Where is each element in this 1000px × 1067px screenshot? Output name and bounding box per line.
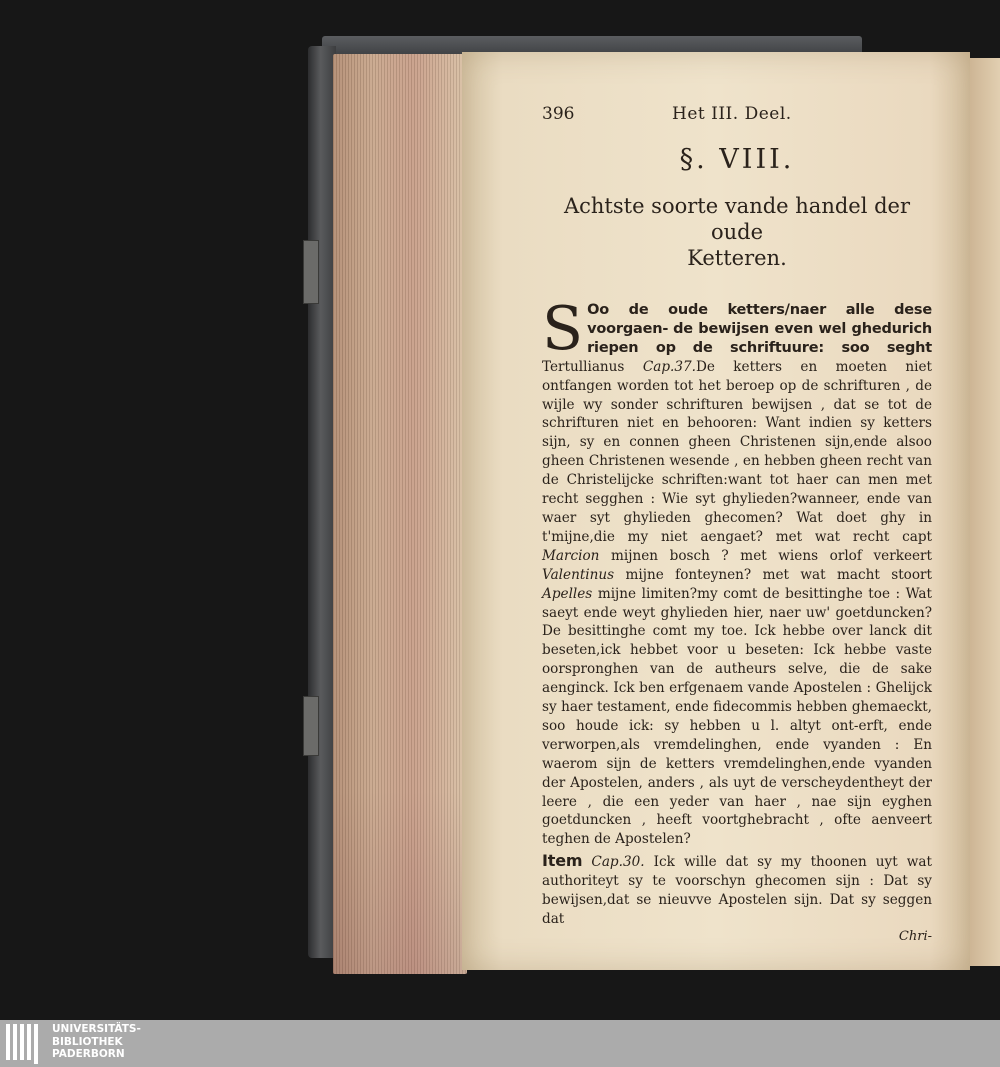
book-page bbox=[462, 52, 970, 970]
running-head bbox=[542, 104, 932, 130]
library-logo-icon bbox=[6, 1024, 44, 1062]
logo-line: BIBLIOTHEK bbox=[52, 1035, 123, 1048]
body-text bbox=[542, 294, 933, 849]
page-edges bbox=[333, 54, 467, 974]
author-name: Tertullianus bbox=[542, 358, 643, 375]
chapter-reference: Cap.37. bbox=[642, 358, 696, 375]
blackletter-line: de bewijsen even wel ghedurich riepen op bbox=[587, 320, 932, 356]
blackletter-line: Oo de oude ketters/naer alle dese voorgaen- bbox=[587, 302, 932, 337]
chapter-title-line: Achtste soorte vande handel der oude bbox=[563, 194, 911, 244]
page-content bbox=[542, 104, 932, 944]
logo-line: PADERBORN bbox=[52, 1048, 125, 1060]
chapter-reference: Cap.30. bbox=[591, 854, 645, 871]
book-clasp bbox=[303, 696, 319, 756]
catchword: Chri- bbox=[898, 928, 932, 944]
paragraph-text: mijne limiten?my comt de besittinghe toe : Wat saeyt ende weyt ghylieden hier, naer uw' goetduncken? De besittinghe comt my toe. Ick hebbe over lanck dit beseten,ick hebbet voor u beseten: Ick hebbe vaste oorspronghen van de autheurs selve, die de sake aenginck. Ick ben erfgenaem vande Apostelen : Ghelijck sy haer testament, ende fidecommis hebben ghemaeckt, soo houde ick: sy hebben u l. altyt ont-erft, ende verworpen,als vremdelinghen, ende vyanden : En waerom sijn de ketters vremdelinghen,ende vyanden der Apostelen, anders , als uyt de verscheydentheyt der leere , die een yeder van haer , nae sijn eyghen goetduncken , heeft voortghebracht , ofte aenveert teghen de Apostelen? bbox=[542, 585, 932, 848]
person-name: Valentinus bbox=[542, 566, 615, 583]
logo-line: UNIVERSITÄTS- bbox=[52, 1023, 141, 1035]
item-paragraph bbox=[542, 852, 932, 929]
book-cover-spine bbox=[308, 46, 336, 958]
paragraph-text: De ketters en moeten niet ontfangen worden tot het beroep op de schrifturen , de wijle wy sonder schrifturen bewijsen , dat se tot de schrifturen niet en behooren: Want indien sy ketters sijn, sy en connen gheen Christenen sijn,ende alsoo gheen Christenen wesende , en hebben gheen recht van de Christelijcke schriften:want tot haer can men met recht segghen : Wie syt ghylieden?wanneer, ende van waer syt ghylieden ghecomen? Wat doet ghy in t'mijne,die my niet aengaet? met wat recht capt bbox=[542, 358, 933, 545]
library-logo-text bbox=[52, 1023, 141, 1061]
blackletter-line: de schriftuure: soo seght bbox=[692, 339, 932, 356]
person-name: Marcion bbox=[542, 547, 600, 564]
page-number: 396 bbox=[542, 104, 575, 124]
chapter-title-line: Ketteren. bbox=[687, 246, 787, 270]
section-heading: §. VIII. bbox=[679, 144, 795, 175]
paragraph-text: mijne fonteynen? met wat macht stoort bbox=[614, 566, 932, 583]
library-footer bbox=[0, 1020, 1000, 1067]
chapter-title bbox=[542, 193, 932, 271]
drop-cap: S bbox=[542, 294, 584, 364]
paragraph-text: mijnen bosch ? met wiens orlof verkeert bbox=[599, 547, 932, 564]
book-clasp bbox=[303, 240, 319, 304]
item-word: Item bbox=[542, 851, 583, 871]
running-head-title: Het III. Deel. bbox=[672, 104, 792, 124]
paragraph-text: Ick wille dat sy my thoonen uyt wat authoriteyt sy te voorschyn ghecomen sijn : Dat sy bewijsen,dat se nieuvve Apostelen sijn. Dat sy seggen dat bbox=[542, 854, 932, 927]
person-name: Apelles bbox=[542, 585, 593, 602]
